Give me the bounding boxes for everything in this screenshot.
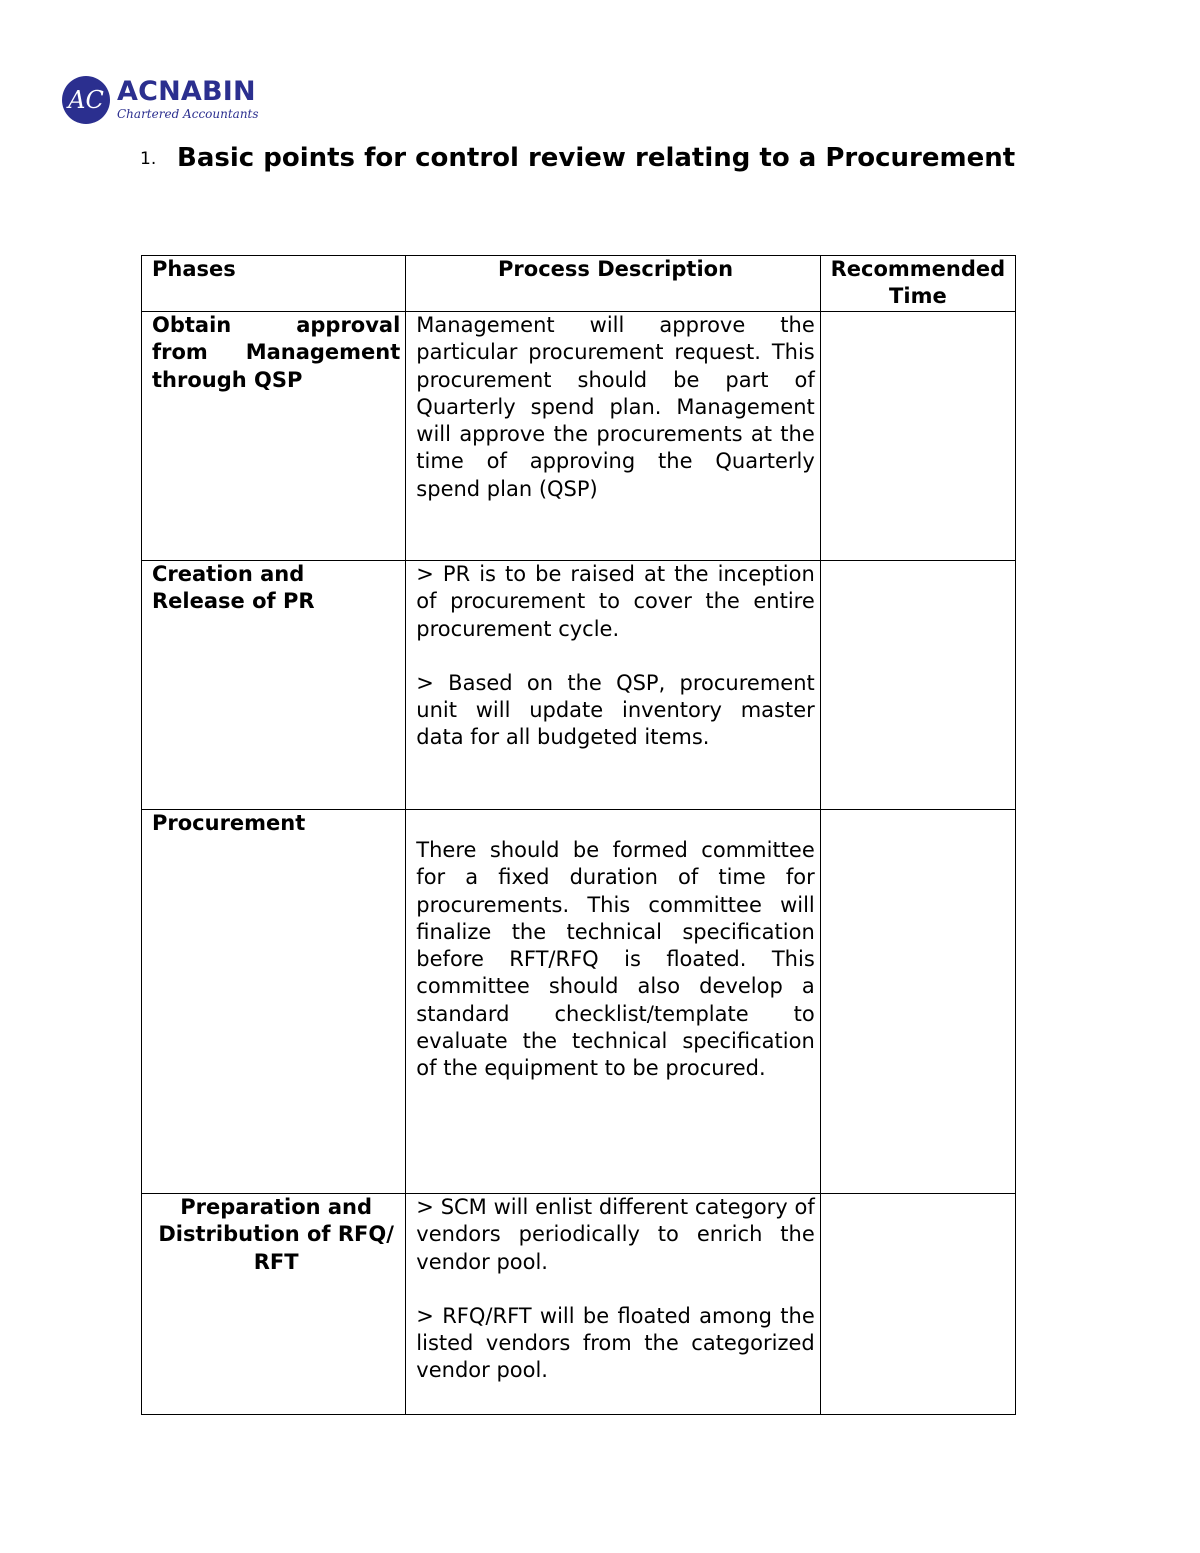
time-cell xyxy=(820,312,1015,561)
description-paragraph: There should be formed committee for a fixed duration of time for procurements. This committee will finalize the technical specification before RFT/RFQ is floated. This committee should also develop a standard checklist/template to evaluate the technical specification of the equipment to be procured. xyxy=(416,838,815,1081)
table-row xyxy=(142,561,1016,810)
header-process-description: Process Description xyxy=(406,256,820,312)
description-cell xyxy=(406,561,820,810)
heading-number: 1. xyxy=(140,149,157,169)
phase-cell: Procurement xyxy=(142,810,406,1194)
time-cell xyxy=(820,561,1015,810)
header-recommended-time: Recommended Time xyxy=(820,256,1015,312)
description-paragraph: Management will approve the particular procurement request. This procurement should be part of Quarterly spend plan. Management will approve the procurements at the time of approving the Quarterly spend plan (QSP) xyxy=(416,313,815,501)
heading-title: Basic points for control review relating to a Procurement xyxy=(177,143,1016,173)
description-cell xyxy=(406,312,820,561)
phase-cell: Obtain approval from Management through QSP xyxy=(142,312,406,561)
description-cell xyxy=(406,1194,820,1415)
description-paragraph: > SCM will enlist different category of vendors periodically to enrich the vendor pool. xyxy=(416,1195,815,1274)
logo-emblem: AC xyxy=(62,76,110,124)
company-name: ACNABIN xyxy=(117,75,256,107)
header-phases: Phases xyxy=(142,256,406,312)
phase-cell: Preparation and Distribution of RFQ/ RFT xyxy=(142,1194,406,1415)
logo-text xyxy=(117,75,259,123)
table-header-row xyxy=(142,256,1016,312)
time-cell xyxy=(820,1194,1015,1415)
company-logo xyxy=(62,76,259,124)
section-heading xyxy=(140,141,1060,176)
procurement-table xyxy=(141,255,1016,1415)
description-cell xyxy=(406,810,820,1194)
table-row xyxy=(142,810,1016,1194)
table-row xyxy=(142,1194,1016,1415)
table-row xyxy=(142,312,1016,561)
phase-cell: Creation and Release of PR xyxy=(142,561,406,810)
company-subtitle: Chartered Accountants xyxy=(117,106,259,121)
description-paragraph: > RFQ/RFT will be floated among the listed vendors from the categorized vendor pool. xyxy=(416,1303,815,1383)
description-paragraph: > Based on the QSP, procurement unit will update inventory master data for all budgeted items. xyxy=(416,670,815,750)
time-cell xyxy=(820,810,1015,1194)
description-paragraph: > PR is to be raised at the inception of procurement to cover the entire procurement cycle. xyxy=(416,562,815,641)
